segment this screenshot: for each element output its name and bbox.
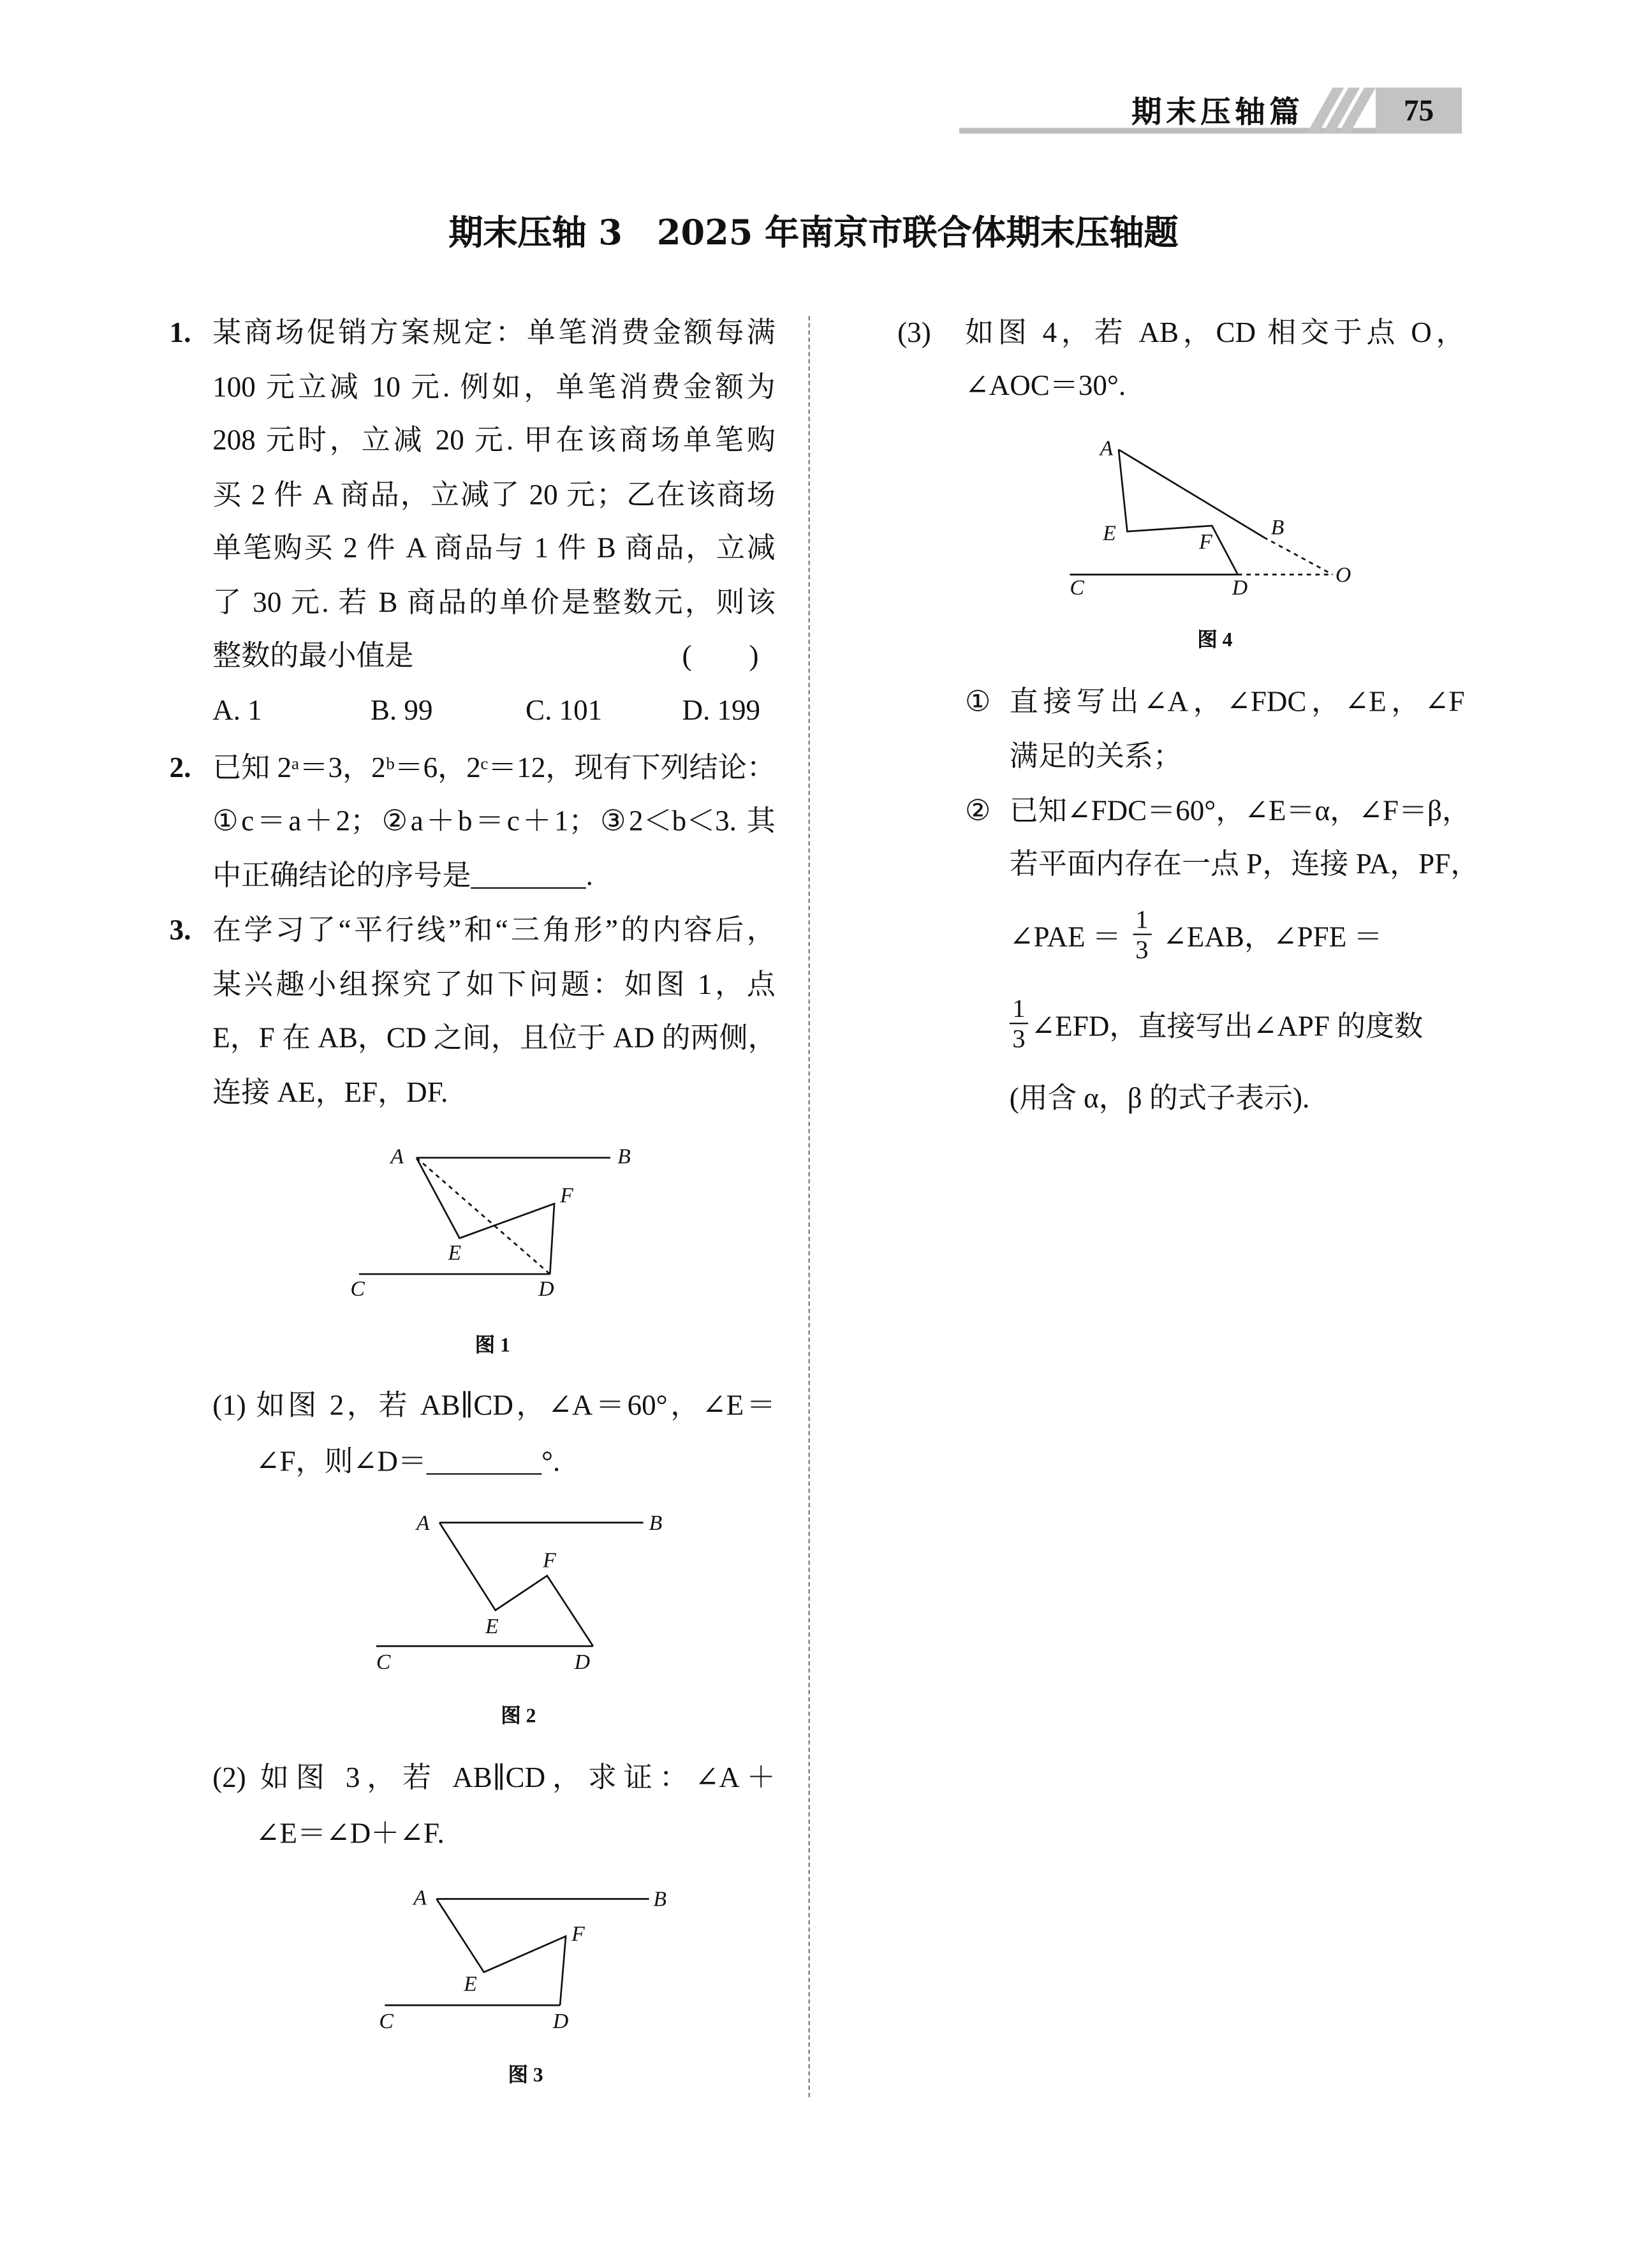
- sub-2-text: ∠PAE ＝: [1009, 921, 1121, 953]
- svg-text:E: E: [485, 1614, 499, 1638]
- question-text: 了 30 元. 若 B 商品的单价是整数元，则该: [212, 587, 776, 619]
- part-3-text: ∠AOC＝30°.: [965, 370, 1126, 403]
- svg-text:D: D: [552, 2010, 569, 2034]
- svg-text:C: C: [376, 1650, 391, 1675]
- sub-1-label: ①: [965, 686, 991, 718]
- question-text: 在学习了“平行线”和“三角形”的内容后，: [212, 915, 776, 947]
- svg-text:D: D: [538, 1277, 554, 1301]
- page-title: 期末压轴 3 2025 年南京市联合体期末压轴题: [448, 211, 1179, 253]
- part-2-text: ∠E＝∠D＋∠F.: [255, 1818, 445, 1850]
- question-number: 3.: [169, 915, 191, 947]
- question-text: E，F 在 AB，CD 之间，且位于 AD 的两侧，: [212, 1023, 777, 1055]
- svg-text:D: D: [574, 1650, 590, 1675]
- header-section: 期末压轴篇: [1131, 93, 1304, 130]
- svg-text:B: B: [653, 1887, 667, 1911]
- svg-text:F: F: [571, 1922, 585, 1946]
- sub-2-label: ②: [965, 796, 991, 827]
- part-1-text: ∠F，则∠D＝________°.: [255, 1446, 561, 1478]
- figure-4-caption: 图 4: [1197, 630, 1233, 653]
- question-text: 整数的最小值是: [212, 641, 414, 672]
- fraction-denominator: 3: [1010, 1022, 1028, 1052]
- question-text: 单笔购买 2 件 A 商品与 1 件 B 商品，立减: [212, 533, 776, 565]
- question-text: 买 2 件 A 商品，立减了 20 元；乙在该商场: [212, 480, 776, 512]
- figure-2: [376, 1523, 644, 1647]
- svg-text:C: C: [1070, 576, 1084, 600]
- svg-text:A: A: [1100, 436, 1114, 461]
- question-text: 208 元时，立减 20 元. 甲在该商场单笔购: [212, 425, 776, 457]
- page-number: 75: [1403, 93, 1434, 128]
- svg-text:E: E: [1103, 521, 1116, 545]
- svg-text:O: O: [1335, 563, 1351, 587]
- sub-2-text: ∠EAB，∠PFE ＝: [1163, 921, 1383, 953]
- question-text: 100 元立减 10 元. 例如，单笔消费金额为: [212, 372, 776, 404]
- sub-2-text: (用含 α，β 的式子表示).: [1009, 1083, 1310, 1115]
- option-b: B. 99: [370, 695, 433, 727]
- option-c: C. 101: [526, 695, 603, 727]
- figure-3-caption: 图 3: [508, 2065, 543, 2087]
- svg-text:B: B: [617, 1145, 631, 1169]
- figure-1: [359, 1158, 610, 1274]
- fraction-denominator: 3: [1133, 933, 1151, 963]
- question-text: 连接 AE，EF，DF.: [212, 1077, 448, 1109]
- sub-2-text: 若平面内存在一点 P，连接 PA，PF，: [1009, 849, 1480, 881]
- svg-text:A: A: [390, 1145, 404, 1169]
- svg-text:B: B: [649, 1511, 663, 1535]
- question-text: 中正确结论的序号是________.: [212, 860, 593, 893]
- svg-text:D: D: [1232, 576, 1248, 600]
- fraction-numerator: 1: [1012, 993, 1026, 1022]
- question-text: 已知 2ᵃ＝3，2ᵇ＝6，2ᶜ＝12，现有下列结论：: [212, 752, 776, 785]
- svg-text:E: E: [464, 1972, 477, 1996]
- sub-1-text: 直接写出∠A，∠FDC，∠E，∠F: [1009, 686, 1465, 718]
- svg-text:C: C: [350, 1277, 365, 1301]
- option-d: D. 199: [682, 695, 761, 727]
- svg-text:B: B: [1270, 515, 1285, 540]
- answer-bracket: ( ): [682, 641, 759, 672]
- option-a: A. 1: [212, 695, 262, 727]
- figure-3: [385, 1899, 649, 2005]
- point-labels: [350, 437, 1351, 2033]
- sub-1-text: 满足的关系；: [1009, 741, 1182, 773]
- part-1-text: (1) 如图 2，若 AB∥CD，∠A＝60°，∠E＝: [212, 1390, 776, 1422]
- sub-2-text: ∠EFD，直接写出∠APF 的度数: [1031, 1010, 1424, 1042]
- figure-2-caption: 图 2: [501, 1706, 536, 1728]
- question-number: 1.: [169, 317, 191, 350]
- question-number: 2.: [169, 752, 191, 785]
- fraction-numerator: 1: [1135, 904, 1149, 933]
- question-text: 某兴趣小组探究了如下问题：如图 1，点: [212, 969, 776, 1002]
- part-3-text: 如图 4，若 AB，CD 相交于点 O，: [965, 317, 1465, 350]
- sub-2-text: 已知∠FDC＝60°，∠E＝α，∠F＝β，: [1009, 796, 1471, 827]
- svg-text:F: F: [543, 1548, 556, 1573]
- figure-4: [1070, 450, 1332, 575]
- svg-text:A: A: [413, 1886, 427, 1910]
- svg-text:E: E: [448, 1241, 462, 1265]
- svg-text:A: A: [416, 1511, 430, 1535]
- svg-text:F: F: [1199, 530, 1212, 554]
- question-text: 某商场促销方案规定：单笔消费金额每满: [212, 317, 776, 350]
- part-2-text: (2) 如图 3，若 AB∥CD，求证：∠A＋: [212, 1762, 776, 1795]
- svg-text:F: F: [560, 1183, 573, 1208]
- question-text: ①c＝a＋2；②a＋b＝c＋1；③2＜b＜3. 其: [212, 806, 776, 838]
- svg-text:C: C: [379, 2010, 394, 2034]
- figure-1-caption: 图 1: [475, 1335, 510, 1358]
- part-3-label: (3): [897, 317, 931, 350]
